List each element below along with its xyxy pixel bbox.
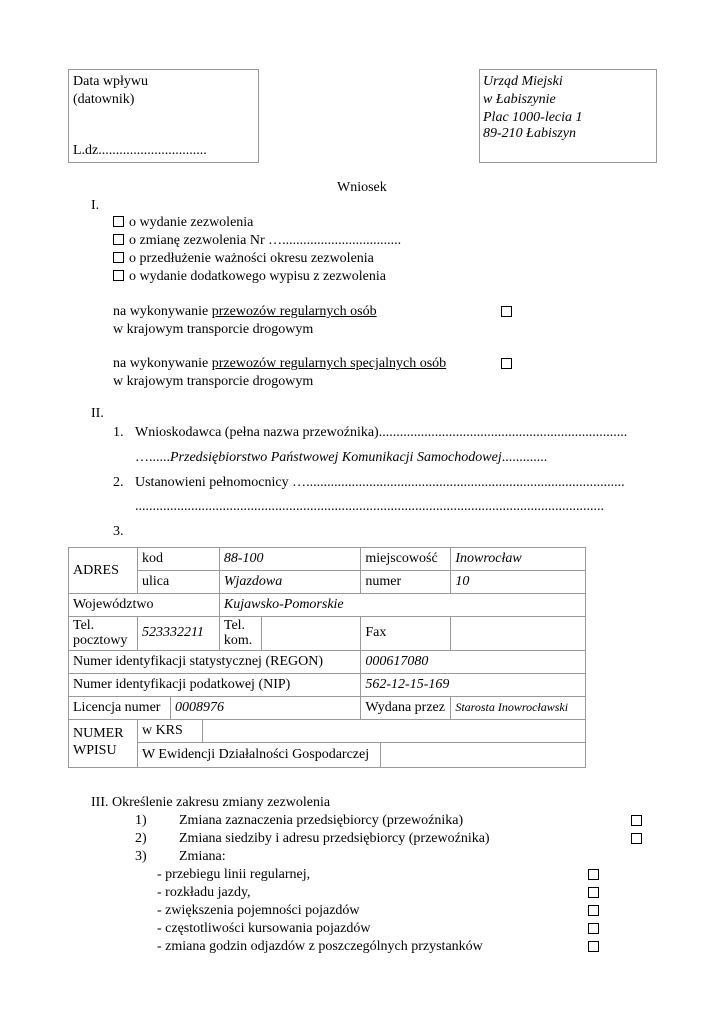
- s3-sub-4-checkbox[interactable]: [588, 923, 599, 934]
- option-extend[interactable]: o przedłużenie ważności okresu zezwolenia: [113, 250, 374, 268]
- regon-label: Numer identyfikacji statystycznej (REGON): [69, 650, 361, 673]
- s3-sub-3: - zwiększenia pojemności pojazdów: [157, 903, 360, 918]
- table-row: [69, 673, 586, 696]
- applicant-label: Wnioskodawca (pełna nazwa przewoźnika).......................................................................: [135, 425, 628, 440]
- s3-sub-1-checkbox[interactable]: [588, 869, 599, 880]
- numer-wpisu-label: NUMER WPISU: [69, 719, 138, 767]
- s3-item-3-text: Zmiana:: [179, 849, 226, 864]
- s3-item-2-checkbox[interactable]: [631, 833, 642, 844]
- wojewodztwo-value[interactable]: Kujawsko-Pomorskie: [219, 594, 585, 617]
- proxies-line[interactable]: ......................................................................................................................................: [135, 499, 604, 514]
- table-row: [69, 650, 586, 673]
- miejscowosc-label: miejscowość: [361, 548, 451, 571]
- kod-value[interactable]: 88-100: [219, 548, 361, 571]
- section-3-title: III. Określenie zakresu zmiany zezwolenia: [91, 795, 331, 810]
- nip-label: Numer identyfikacji podatkowej (NIP): [69, 673, 361, 696]
- s3-item-1-text: Zmiana zaznaczenia przedsiębiorcy (przewoźnika): [179, 813, 464, 828]
- checkbox-icon[interactable]: [113, 252, 124, 263]
- nip-value[interactable]: 562-12-15-169: [361, 673, 586, 696]
- item-3-num: 3.: [113, 524, 124, 539]
- krs-label: w KRS: [138, 720, 203, 742]
- table-row: [69, 696, 586, 719]
- table-row: [69, 548, 586, 571]
- wojewodztwo-label: Województwo: [69, 594, 220, 617]
- regular-transport-text: na wykonywanie przewozów regularnych osób: [113, 304, 377, 319]
- krs-cell: [137, 719, 585, 742]
- ewid-cell: [137, 742, 585, 767]
- applicant-value[interactable]: …......Przedsiębiorstwo Państwowej Komunikacji Samochodowej.............: [135, 450, 548, 465]
- miejscowosc-value[interactable]: Inowrocław: [451, 548, 586, 571]
- s3-item-1-checkbox[interactable]: [631, 815, 642, 826]
- ewid-label: W Ewidencji Działalności Gospodarczej: [138, 743, 381, 767]
- office-city: w Łabiszynie: [483, 92, 556, 107]
- kod-label: kod: [137, 548, 219, 571]
- item-2-num: 2.: [113, 475, 124, 490]
- special-transport-checkbox[interactable]: [501, 358, 512, 369]
- numer-label: numer: [361, 571, 451, 594]
- tel-kom-label: Tel. kom.: [219, 617, 261, 651]
- item-1-num: 1.: [113, 425, 124, 440]
- address-table: [68, 547, 586, 768]
- s3-item-2-num: 2): [135, 831, 147, 846]
- checkbox-icon[interactable]: [113, 270, 124, 281]
- table-row: [69, 594, 586, 617]
- ulica-value[interactable]: Wjazdowa: [219, 571, 361, 594]
- table-row: [69, 571, 586, 594]
- s3-sub-1: - przebiegu linii regularnej,: [157, 867, 311, 882]
- s3-sub-4: - częstotliwości kursowania pojazdów: [157, 921, 371, 936]
- regular-transport-checkbox[interactable]: [501, 306, 512, 317]
- intake-datownik-label: (datownik): [73, 92, 135, 107]
- wydana-label: Wydana przez: [361, 696, 451, 719]
- option-change[interactable]: o zmianę zezwolenia Nr …..................................: [113, 232, 401, 250]
- s3-sub-5: - zmiana godzin odjazdów z poszczególnych przystanków: [157, 939, 483, 954]
- section-2-label: II.: [91, 406, 104, 421]
- licencja-cell: [69, 696, 361, 719]
- table-row: [69, 617, 586, 651]
- table-row: [69, 719, 586, 742]
- fax-value[interactable]: [451, 617, 586, 651]
- office-postcode: 89-210 Łabiszyn: [483, 126, 576, 141]
- special-transport-text: na wykonywanie przewozów regularnych specjalnych osób: [113, 356, 447, 371]
- section-1-label: I.: [91, 198, 100, 213]
- table-row: [69, 742, 586, 767]
- s3-sub-2: - rozkładu jazdy,: [157, 885, 251, 900]
- ldz-field[interactable]: L.dz...............................: [73, 143, 207, 158]
- option-extra-copy[interactable]: o wydanie dodatkowego wypisu z zezwolenia: [113, 268, 386, 286]
- s3-sub-3-checkbox[interactable]: [588, 905, 599, 916]
- wydana-value[interactable]: Starosta Inowrocławski: [451, 696, 586, 719]
- checkbox-icon[interactable]: [113, 216, 124, 227]
- s3-item-3-num: 3): [135, 849, 147, 864]
- regular-transport-text-2: w krajowym transporcie drogowym: [113, 322, 314, 337]
- tel-kom-value[interactable]: [261, 617, 361, 651]
- s3-item-2-text: Zmiana siedziby i adresu przedsiębiorcy (przewoźnika): [179, 831, 490, 846]
- s3-sub-2-checkbox[interactable]: [588, 887, 599, 898]
- fax-label: Fax: [361, 617, 451, 651]
- option-issue[interactable]: o wydanie zezwolenia: [113, 214, 253, 232]
- s3-sub-5-checkbox[interactable]: [588, 941, 599, 952]
- s3-item-1-num: 1): [135, 813, 147, 828]
- page-title: Wniosek: [337, 180, 387, 195]
- special-transport-text-2: w krajowym transporcie drogowym: [113, 374, 314, 389]
- adres-label: ADRES: [69, 548, 138, 594]
- tel-pocztowy-value[interactable]: 523332211: [137, 617, 219, 651]
- intake-date-label: Data wpływu: [73, 74, 149, 89]
- licencja-label: Licencja numer: [69, 697, 171, 719]
- office-name: Urząd Miejski: [483, 74, 563, 89]
- tel-pocztowy-label: Tel. pocztowy: [69, 617, 138, 651]
- checkbox-icon[interactable]: [113, 234, 124, 245]
- regon-value[interactable]: 000617080: [361, 650, 586, 673]
- office-street: Plac 1000-lecia 1: [483, 110, 583, 125]
- ulica-label: ulica: [137, 571, 219, 594]
- licencja-value[interactable]: 0008976: [175, 699, 224, 715]
- proxies-label: Ustanowieni pełnomocnicy …...........................................................................................: [135, 475, 625, 490]
- numer-value[interactable]: 10: [451, 571, 586, 594]
